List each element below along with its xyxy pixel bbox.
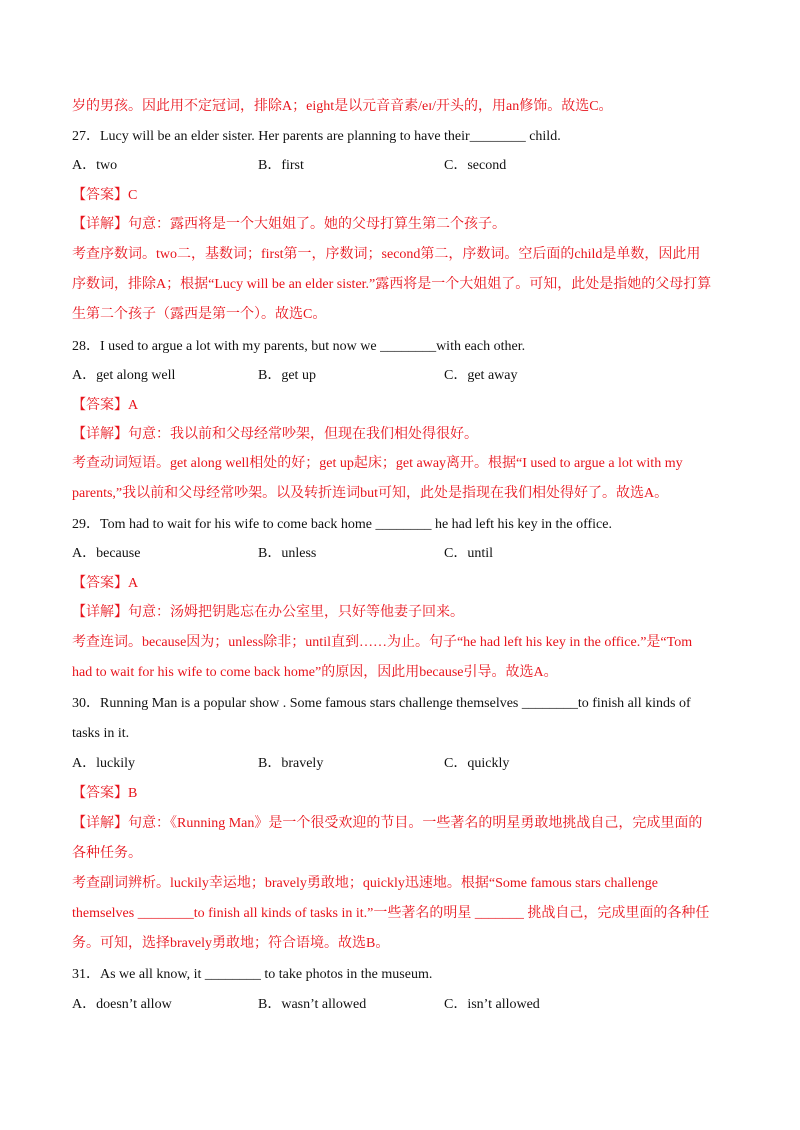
explanation-28-line-2: parents,”我以前和父母经常吵架。以及转折连词but可知，此处是指现在我们相处得好了。故选A。 <box>72 486 669 501</box>
explanation-29-line-1: 考查连词。because因为；unless除非；until直到……为止。句子“he had left his key in the office.”是“Tom <box>72 635 693 650</box>
answer-30: 【答案】B <box>72 786 138 801</box>
question-29: 29．Tom had to wait for his wife to come back home ________ he had left his key in the office. <box>72 517 612 532</box>
option-c: C．second <box>444 158 507 173</box>
answer-28: 【答案】A <box>72 398 139 413</box>
option-a: A．luckily <box>72 756 135 771</box>
explanation-28-line-1: 考查动词短语。get along well相处的好；get up起床；get away离开。根据“I used to argue a lot with my <box>72 456 683 471</box>
option-c: C．isn’t allowed <box>444 997 540 1012</box>
option-b: B．wasn’t allowed <box>258 997 367 1012</box>
option-a: A．because <box>72 546 141 561</box>
option-c: C．quickly <box>444 756 510 771</box>
option-b: B．bravely <box>258 756 324 771</box>
detail-30-line-2: 各种任务。 <box>72 846 142 861</box>
answer-29: 【答案】A <box>72 576 139 591</box>
question-31: 31．As we all know, it ________ to take photos in the museum. <box>72 967 433 982</box>
detail-27: 【详解】句意：露西将是一个大姐姐了。她的父母打算生第二个孩子。 <box>72 217 506 232</box>
question-30-line-2: tasks in it. <box>72 726 130 741</box>
detail-30-line-1: 【详解】句意：《Running Man》是一个很受欢迎的节目。一些著名的明星勇敢地挑战自己，完成里面的 <box>72 816 703 831</box>
explanation-27-line-3: 生第二个孩子（露西是第一个）。故选C。 <box>72 307 327 322</box>
question-30-line-1: 30．Running Man is a popular show . Some famous stars challenge themselves ________to finish all kinds of <box>72 696 691 711</box>
detail-29: 【详解】句意：汤姆把钥匙忘在办公室里，只好等他妻子回来。 <box>72 605 464 620</box>
option-a: A．get along well <box>72 368 176 383</box>
explanation-30-line-2: themselves ________to finish all kinds of tasks in it.”一些著名的明星 _______ 挑战自己，完成里面的各种任 <box>72 906 710 921</box>
answer-27: 【答案】C <box>72 188 138 203</box>
option-c: C．get away <box>444 368 518 383</box>
detail-28: 【详解】句意：我以前和父母经常吵架，但现在我们相处得很好。 <box>72 427 478 442</box>
question-27: 27．Lucy will be an elder sister. Her parents are planning to have their________ child. <box>72 129 561 144</box>
explanation-30-line-3: 务。可知，选择bravely勇敢地；符合语境。故选B。 <box>72 936 390 951</box>
explanation-27-line-2: 序数词，排除A；根据“Lucy will be an elder sister.”露西将是一个大姐姐了。可知，此处是指她的父母打算 <box>72 277 712 292</box>
option-b: B．get up <box>258 368 316 383</box>
explanation-27-line-1: 考查序数词。two二，基数词；first第一，序数词；second第二，序数词。空后面的child是单数，因此用 <box>72 247 701 262</box>
option-b: B．first <box>258 158 304 173</box>
explanation-29-line-2: had to wait for his wife to come back home”的原因，因此用because引导。故选A。 <box>72 665 558 680</box>
option-c: C．until <box>444 546 494 561</box>
question-28: 28．I used to argue a lot with my parents, but now we ________with each other. <box>72 339 526 354</box>
explanation-30-line-1: 考查副词辨析。luckily幸运地；bravely勇敢地；quickly迅速地。根据“Some famous stars challenge <box>72 876 658 891</box>
previous-explanation-tail: 岁的男孩。因此用不定冠词，排除A；eight是以元音音素/eɪ/开头的，用an修饰。故选C。 <box>72 99 613 114</box>
option-b: B．unless <box>258 546 317 561</box>
option-a: A．doesn’t allow <box>72 997 172 1012</box>
option-a: A．two <box>72 158 118 173</box>
